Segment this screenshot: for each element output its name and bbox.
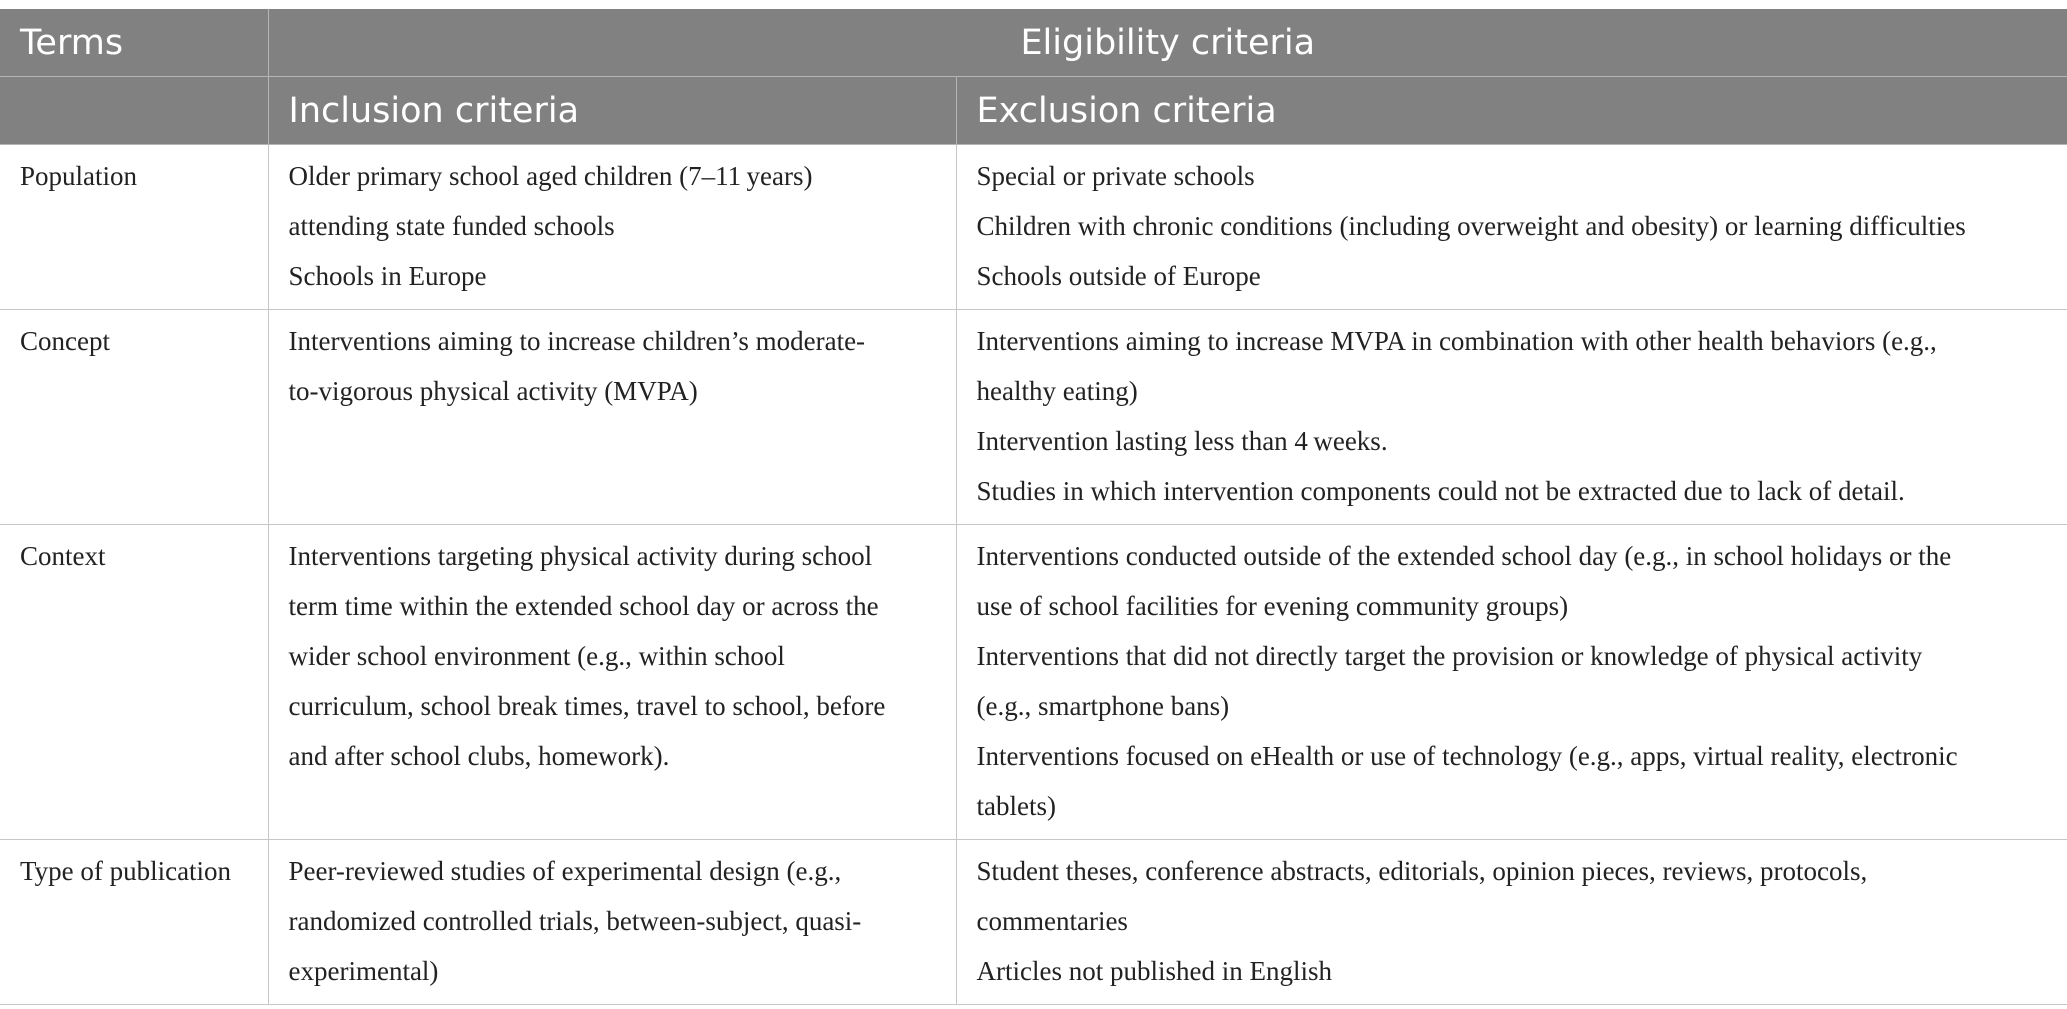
inclusion-line: Interventions targeting physical activity during school	[288, 541, 873, 571]
inclusion-line: to-vigorous physical activity (MVPA)	[288, 376, 698, 406]
exclusion-line: Children with chronic conditions (including overweight and obesity) or learning difficulties	[976, 211, 1966, 241]
table-body	[0, 145, 2067, 1005]
exclusion-line: Interventions focused on eHealth or use of technology (e.g., apps, virtual reality, electronic	[976, 741, 1958, 771]
exclusion-line: Studies in which intervention components could not be extracted due to lack of detail.	[976, 476, 1905, 506]
header-row-secondary	[0, 77, 2067, 145]
exclusion-line: Intervention lasting less than 4 weeks.	[976, 426, 1388, 456]
term-cell: Concept	[0, 310, 268, 525]
exclusion-line: Special or private schools	[976, 161, 1255, 191]
term-cell: Type of publication	[0, 840, 268, 1005]
exclusion-cell	[956, 525, 2067, 840]
table-row	[0, 525, 2067, 840]
inclusion-line: Schools in Europe	[288, 261, 487, 291]
exclusion-line: commentaries	[976, 906, 1128, 936]
header-row-primary	[0, 9, 2067, 77]
header-terms: Terms	[0, 9, 268, 77]
inclusion-line: randomized controlled trials, between-subject, quasi-	[288, 906, 862, 936]
exclusion-line: healthy eating)	[976, 376, 1138, 406]
header-eligibility-criteria: Eligibility criteria	[268, 9, 2067, 77]
inclusion-cell	[268, 310, 956, 525]
term-cell: Population	[0, 145, 268, 310]
term-cell: Context	[0, 525, 268, 840]
inclusion-line: Peer-reviewed studies of experimental design (e.g.,	[288, 856, 842, 886]
header-inclusion-criteria: Inclusion criteria	[268, 77, 956, 145]
inclusion-line: and after school clubs, homework).	[288, 741, 670, 771]
exclusion-cell	[956, 840, 2067, 1005]
exclusion-line: use of school facilities for evening community groups)	[976, 591, 1569, 621]
eligibility-table-container	[0, 9, 2067, 1005]
table-row	[0, 145, 2067, 310]
inclusion-line: term time within the extended school day or across the	[288, 591, 879, 621]
exclusion-line: Interventions aiming to increase MVPA in combination with other health behaviors (e.g.,	[976, 326, 1937, 356]
exclusion-line: tablets)	[976, 791, 1056, 821]
inclusion-line: experimental)	[288, 956, 439, 986]
exclusion-cell	[956, 310, 2067, 525]
header-exclusion-criteria: Exclusion criteria	[956, 77, 2067, 145]
exclusion-line: Interventions conducted outside of the extended school day (e.g., in school holidays or the	[976, 541, 1952, 571]
inclusion-cell	[268, 840, 956, 1005]
header-empty-cell	[0, 77, 268, 145]
inclusion-line: curriculum, school break times, travel to school, before	[288, 691, 886, 721]
exclusion-cell	[956, 145, 2067, 310]
exclusion-line: Articles not published in English	[976, 956, 1332, 986]
exclusion-line: Student theses, conference abstracts, editorials, opinion pieces, reviews, protocols,	[976, 856, 1868, 886]
exclusion-line: Interventions that did not directly target the provision or knowledge of physical activity	[976, 641, 1923, 671]
exclusion-line: (e.g., smartphone bans)	[976, 691, 1230, 721]
inclusion-line: Older primary school aged children (7–11 years)	[288, 161, 813, 191]
exclusion-line: Schools outside of Europe	[976, 261, 1261, 291]
inclusion-line: wider school environment (e.g., within school	[288, 641, 785, 671]
table-row	[0, 840, 2067, 1005]
inclusion-cell	[268, 145, 956, 310]
inclusion-line: Interventions aiming to increase children’s moderate-	[288, 326, 866, 356]
inclusion-cell	[268, 525, 956, 840]
eligibility-criteria-table	[0, 9, 2067, 1005]
table-row	[0, 310, 2067, 525]
inclusion-line: attending state funded schools	[288, 211, 615, 241]
